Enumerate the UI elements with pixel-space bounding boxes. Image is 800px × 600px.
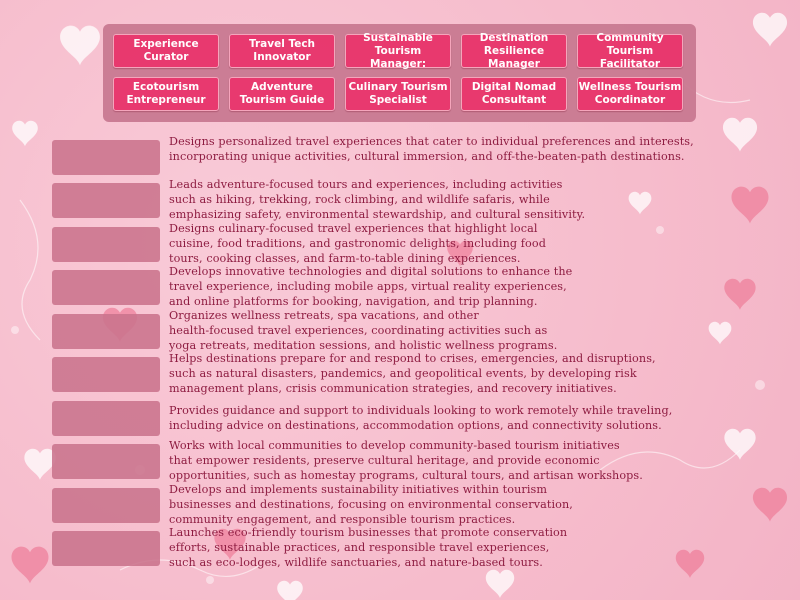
drop-slot[interactable] [52, 140, 160, 175]
tile-sustainable-tourism-manager[interactable]: Sustainable Tourism Manager: [345, 34, 451, 68]
tile-culinary-tourism-specialist[interactable]: Culinary Tourism Specialist [345, 77, 451, 111]
drop-slot[interactable] [52, 227, 160, 262]
heart-icon [753, 13, 787, 47]
dot-decoration [656, 226, 664, 234]
heart-icon [723, 118, 757, 152]
heart-icon [486, 570, 514, 598]
tile-travel-tech-innovator[interactable]: Travel Tech Innovator [229, 34, 335, 68]
heart-icon [724, 429, 755, 460]
heart-icon [24, 449, 55, 480]
description-text: Designs personalized travel experiences that cater to individual preferences and interests, incorporating unique activities, cultural immersion, and off-the-beaten-path destinations. [169, 135, 694, 163]
drop-slot[interactable] [52, 488, 160, 523]
heart-icon [629, 192, 652, 215]
description-text: Launches eco-friendly tourism businesses that promote conservation efforts, sustainable practices, and responsible travel experiences, such as eco-lodges, wildlife sanctuaries, and nature-based tours. [169, 526, 568, 569]
description-text: Develops innovative technologies and digital solutions to enhance the travel experience, including mobile apps, virtual reality experiences, and online platforms for booking, navigation, and trip planning. [169, 265, 573, 308]
heart-icon [676, 550, 704, 578]
drop-slot[interactable] [52, 270, 160, 305]
description-text: Provides guidance and support to individuals looking to work remotely while traveling, including advice on destinations, accommodation options, and connectivity solutions. [169, 404, 673, 432]
tile-digital-nomad-consultant[interactable]: Digital Nomad Consultant [461, 77, 567, 111]
drop-slot[interactable] [52, 401, 160, 436]
heart-icon [60, 26, 100, 66]
heart-icon [12, 121, 38, 146]
vine-decoration [20, 200, 40, 340]
tile-destination-resilience-manager[interactable]: Destination Resilience Manager [461, 34, 567, 68]
dot-decoration [11, 326, 19, 334]
tile-ecotourism-entrepreneur[interactable]: Ecotourism Entrepreneur [113, 77, 219, 111]
heart-icon [709, 322, 732, 345]
dot-decoration [206, 576, 214, 584]
description-text: Helps destinations prepare for and respond to crises, emergencies, and disruptions, such as natural disasters, pandemics, and geopolitical events, by developing risk management plans, crisis communication strategies, and recovery initiatives. [169, 352, 656, 395]
word-bank [103, 24, 696, 122]
drop-slot[interactable] [52, 531, 160, 566]
description-text: Organizes wellness retreats, spa vacations, and other health-focused travel experiences, coordinating activities such as yoga retreats, meditation sessions, and holistic wellness programs. [169, 309, 558, 352]
heart-icon [277, 581, 303, 600]
heart-icon [12, 547, 49, 584]
description-text: Designs culinary-focused travel experiences that highlight local cuisine, food traditions, and gastronomic delights, including food tours, cooking classes, and farm-to-table dining experiences. [169, 222, 546, 265]
heart-icon [724, 279, 755, 310]
tile-wellness-tourism-coordinator[interactable]: Wellness Tourism Coordinator [577, 77, 683, 111]
description-text: Leads adventure-focused tours and experiences, including activities such as hiking, trekking, rock climbing, and wildlife safaris, while emphasizing safety, environmental stewardship, and cultural sensitivity. [169, 178, 586, 221]
drop-slot[interactable] [52, 314, 160, 349]
description-text: Develops and implements sustainability initiatives within tourism businesses and destinations, focusing on environmental conservation, community engagement, and responsible tourism practices. [169, 483, 573, 526]
drop-slot[interactable] [52, 357, 160, 392]
heart-icon [732, 187, 769, 224]
tile-adventure-tourism-guide[interactable]: Adventure Tourism Guide [229, 77, 335, 111]
dot-decoration [755, 380, 765, 390]
drop-slot[interactable] [52, 444, 160, 479]
drop-slot[interactable] [52, 183, 160, 218]
description-text: Works with local communities to develop community-based tourism initiatives that empower residents, preserve cultural heritage, and provide economic opportunities, such as homestay programs, cultural tours, and artisan workshops. [169, 439, 643, 482]
tile-community-tourism-facilitator[interactable]: Community Tourism Facilitator [577, 34, 683, 68]
heart-icon [753, 488, 787, 522]
tile-experience-curator[interactable]: Experience Curator [113, 34, 219, 68]
